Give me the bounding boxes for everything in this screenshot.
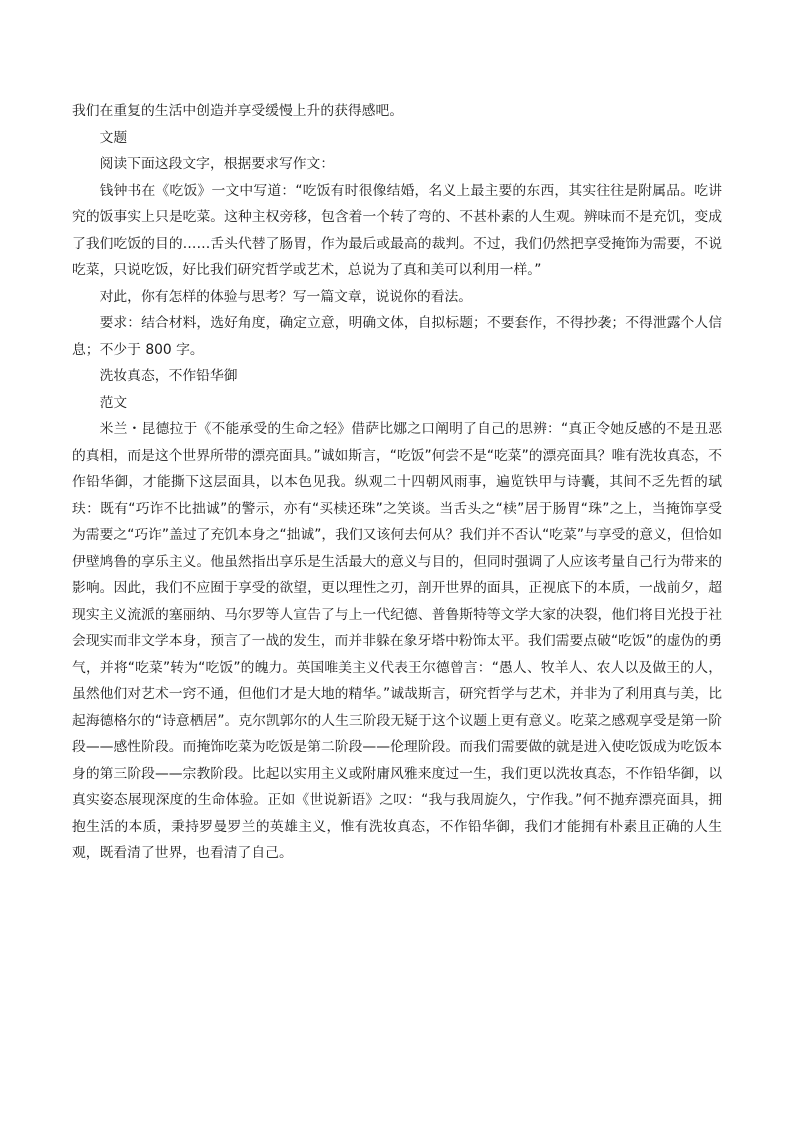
paragraph-material-quote: 钱钟书在《吃饭》一文中写道：“吃饭有时很像结婚，名义上最主要的东西，其实往往是附属品。吃讲究的饭事实上只是吃菜。这种主权旁移，包含着一个转了弯的、不甚朴素的人生观。辨味而不是充饥，变成了我们吃饭的目的……舌头代替了肠胃，作为最后或最高的裁判。不过，我们仍然把享受掩饰为需要，不说吃菜，只说吃饭，好比我们研究哲学或艺术，总说为了真和美可以利用一样。” <box>72 182 722 278</box>
paragraph-sample-essay: 米兰・昆德拉于《不能承受的生命之轻》借萨比娜之口阐明了自己的思辨：“真正令她反感的不是丑恶的真相，而是这个世界所带的漂亮面具。”诚如斯言，“吃饭”何尝不是“吃菜”的漂亮面具？唯有洗妆真态，不作铅华御，才能撕下这层面具，以本色见我。纵观二十四朝风雨事，遍览铁甲与诗囊，其间不乏先哲的珷玞：既有“巧诈不比拙诚”的警示，亦有“买椟还珠”之笑谈。当舌头之“椟”居于肠胃“珠”之上，当掩饰享受为需要之“巧诈”盖过了充饥本身之“拙诚”，我们又该何去何从？我们并不否认“吃菜”与享受的意义，但恰如伊壁鸠鲁的享乐主义。他虽然指出享乐是生活最大的意义与目的，但同时强调了人应该考量自己行为带来的影响。因此，我们不应囿于享受的欲望，更以理性之刃，剖开世界的面具，正视底下的本质，一战前夕，超现实主义流派的塞丽纳、马尔罗等人宣告了与上一代纪德、普鲁斯特等文学大家的决裂，他们将目光投于社会现实而非文学本身，预言了一战的发生，而并非躲在象牙塔中粉饰太平。我们需要点破“吃饭”的虚伪的勇气，并将“吃菜”转为“吃饭”的魄力。英国唯美主义代表王尔德曾言：“愚人、牧羊人、农人以及做王的人，虽然他们对艺术一窍不通，但他们才是大地的精华。”诚哉斯言，研究哲学与艺术，并非为了利用真与美，比起海德格尔的“诗意栖居”。克尔凯郭尔的人生三阶段无疑于这个议题上更有意义。吃菜之感观享受是第一阶段——感性阶段。而掩饰吃菜为吃饭是第二阶段——伦理阶段。而我们需要做的就是进入使吃饭成为吃饭本身的第三阶段——宗教阶段。比起以实用主义或附庸风雅来度过一生，我们更以洗妆真态，不作铅华御，以真实姿态展现深度的生命体验。正如《世说新语》之叹：“我与我周旋久，宁作我。”何不抛弃漂亮面具，拥抱生活的本质，秉持罗曼罗兰的英雄主义，惟有洗妆真态，不作铅华御，我们才能拥有朴素且正确的人生观，既看清了世界，也看清了自己。 <box>72 421 722 861</box>
heading-prompt-label: 文题 <box>99 129 128 146</box>
essay-title: 洗妆真态，不作铅华御 <box>99 368 238 384</box>
paragraph-closing-line: 我们在重复的生活中创造并享受缓慢上升的获得感吧。 <box>72 103 404 119</box>
paragraph-instruction: 阅读下面这段文字，根据要求写作文： <box>99 156 335 172</box>
document-page <box>72 98 722 867</box>
paragraph-requirements: 要求：结合材料，选好角度，确定立意，明确文体，自拟标题；不要套作，不得抄袭；不得泄露个人信息；不少于 800 字。 <box>72 315 722 358</box>
heading-sample-label: 范文 <box>99 394 128 411</box>
paragraph-question: 对此，你有怎样的体验与思考？写一篇文章，说说你的看法。 <box>99 288 473 305</box>
